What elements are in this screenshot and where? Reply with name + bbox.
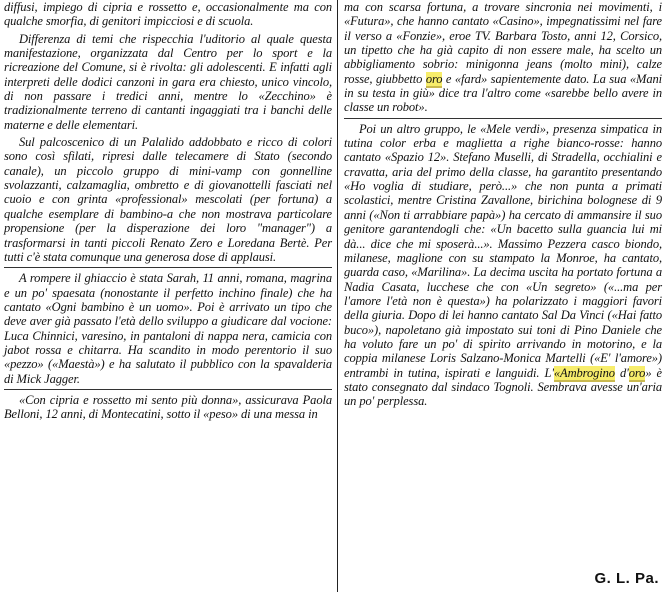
section-divider [4, 389, 332, 390]
text-segment: » è stato consegnato dal sindaco Tognoli. Sembrava avesse un'aria un po' perplessa. [344, 365, 663, 409]
text-segment: Poi un altro gruppo, le «Mele verdi», presenza simpatica in tutina color erba e maglietta a righe bianco-rosse: hanno cantato «Spazio 12». Stefano Muselli, di Stradella, occhialini e cravatta, aria del primo della classe, ha garantito presentando «Ho voglia di studiare, però...» che non punta a primati scolastici, mentre Cristina Zavallone, birichina bolognese di 9 anni («Non ti arrabbiare papà») ha cercato di ammansire il suo genitore garantendogli che: «Un bacetto sulla guancia lui mi dà... dice che mi sposerà...». Massimo Pezzera casco biondo, milanese, maglione con su stampato la Monroe, ha cantato, guarda caso, «Marilina». La decima uscita ha portato fortuna a Nadia Casata, lucchese che con «Un segreto» («...ma per l'amore l'età non è questa») ha polarizzato i maggiori favori della giuria. Dopo di lei hanno cantato Sal Da Vinci («Hai fatto buco»), napoletano già impostato sui toni di Pino Daniele che ha voluto fare un po' di spirito arrivando in motorino, e la coppia milanese Loris Salzano-Monica Martelli («E' l'amore») entrambi in tutina, ispirati e languidi. L' [344, 121, 662, 380]
paragraph-mele-verdi [344, 122, 662, 409]
paragraph-audience: Differenza di temi che rispecchia l'uditorio al quale questa manifestazione, organizzata dal Centro per lo sport e la ricreazione del Comune, si è rivolta: gli adolescenti. E infatti agli interpreti delle dodici canzoni in gara era chiesto, unico vincolo, di non passare i tredici anni, mentre lo «Zecchino» è tradizionalmente terreno di cantanti ingaggiati tra i banchi delle materne e delle elementari. [4, 31, 332, 132]
author-signature: G. L. Pa. [594, 570, 659, 587]
paragraph-paola: «Con cipria e rossetto mi sento più donna», assicurava Paola Belloni, 12 anni, di Montecatini, sotto il «peso» di una messa in [4, 392, 332, 422]
section-divider [344, 118, 662, 119]
left-column [4, 0, 332, 422]
paragraph-sarah: A rompere il ghiaccio è stata Sarah, 11 anni, romana, magrina e un po' spaesata (nonostante il perfetto inchino finale) che ha cantato «Ogni bambino è un uomo». Poi è arrivato un tipo che deve aver già passato l'età dello sviluppo a giudicare dal vocione: Luca Chinnici, varesino, in pantaloni di nappa nera, camicia con jabot rossa e chitarra. Ha scandito in modo perentorio il suo «pezzo» («Maestà») e ha salutato il pubblico con la spavalderia di Mick Jagger. [4, 271, 332, 386]
text-segment: e «fard» sapientemente dato. La sua «Mani in su testa in giù» dice tra l'altro come «sarebbe bello avere in classe un robot». [344, 71, 662, 115]
paragraph-futura [344, 0, 662, 115]
text-segment: ma con scarsa fortuna, a trovare sincronia nei movimenti, i «Futura», che hanno cantato «Casino», impegnatissimi nel fare il verso a «Fonzie», eroe TV. Barbara Tosto, anni 12, Corsico, un tipetto che ha già capito di non essere male, ha scelto un abbigliamento sobrio: minigonna jeans (molto mini), calze rosse, giubbetto [344, 0, 662, 86]
highlighted-word: «Ambrogino [553, 365, 615, 380]
paragraph-stage: Sul palcoscenico di un Palalido addobbato e ricco di colori sono così sfilati, ripresi dalle telecamere di Stato (secondo canale), un piccolo gruppo di mini-vamp con gonnelline svolazzanti, calzamaglia, ombretto e di giovanottelli fasciati nel cuoio e con grinta «professional» mescolati (per fortuna) a qualche esemplare di bambino-a che non mostrava particolare propensione (per la disperazione dei loro "manager") a trasformarsi in tanti piccoli Renato Zero e Loredana Bertè. Per tutti c'è stata comunque una generosa dose di applausi. [4, 135, 332, 264]
highlighted-word: oro [425, 71, 443, 86]
section-divider [4, 267, 332, 268]
highlighted-word: oro [628, 365, 646, 380]
right-column [344, 0, 662, 409]
text-segment: d' [614, 365, 629, 380]
column-divider [337, 0, 338, 592]
paragraph-intro: diffusi, impiego di cipria e rossetto e, occasionalmente ma con qualche smorfia, di genitori impicciosi e di scuola. [4, 0, 332, 29]
